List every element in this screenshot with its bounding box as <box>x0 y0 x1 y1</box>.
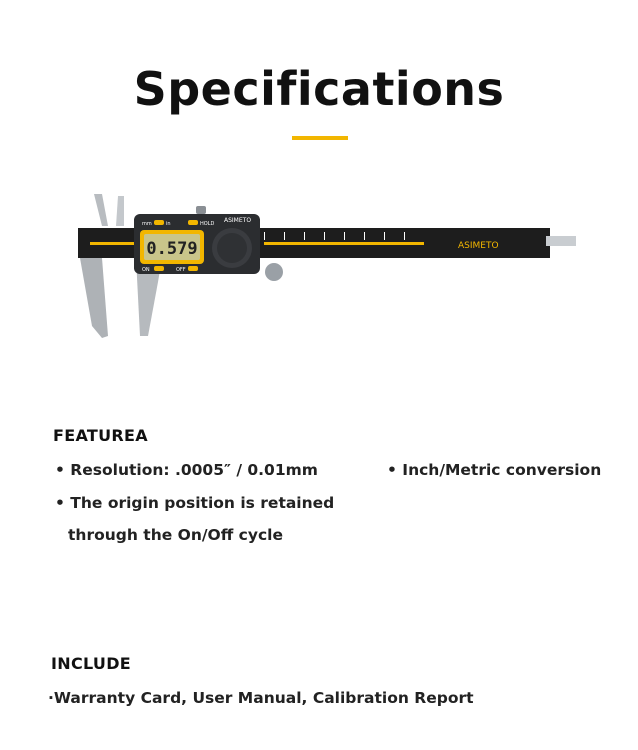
svg-text:ASIMETO: ASIMETO <box>224 217 252 224</box>
svg-text:OFF: OFF <box>176 267 186 273</box>
feature-inch-metric: • Inch/Metric conversion <box>387 461 602 479</box>
svg-text:ASIMETO: ASIMETO <box>458 241 499 251</box>
svg-text:in: in <box>166 221 171 227</box>
page-title: Specifications <box>133 62 505 116</box>
feature-origin-retained: • The origin position is retained <box>55 494 335 512</box>
svg-text:mm: mm <box>142 221 152 227</box>
include-item: ·Warranty Card, User Manual, Calibration Report <box>48 689 474 707</box>
features-heading: FEATUREA <box>53 426 148 445</box>
title-accent-bar <box>292 136 348 140</box>
feature-resolution: • Resolution: .0005″ / 0.01mm <box>55 461 318 479</box>
lcd-readout: 0.579 <box>146 239 198 259</box>
svg-text:HOLD: HOLD <box>200 221 215 227</box>
digital-caliper-icon <box>78 186 583 346</box>
feature-origin-retained-cont: through the On/Off cycle <box>68 526 283 544</box>
include-heading: INCLUDE <box>51 654 132 673</box>
svg-text:ON: ON <box>142 267 150 273</box>
